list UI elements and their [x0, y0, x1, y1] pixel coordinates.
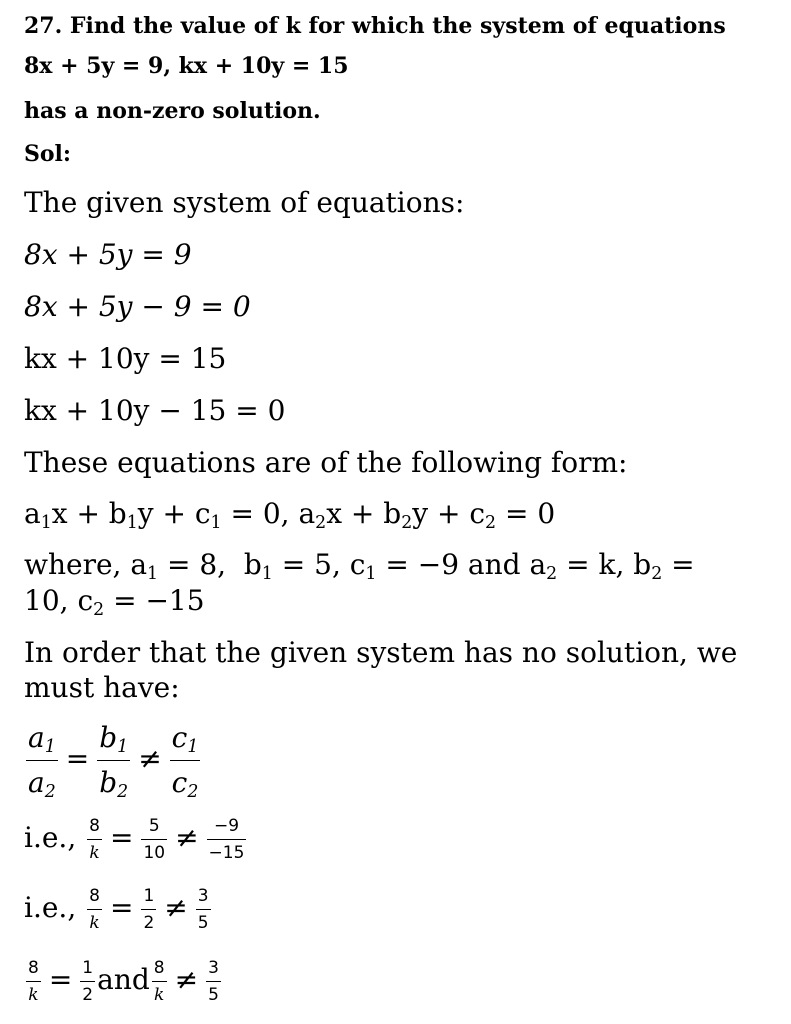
question-line-3: has a non-zero solution. — [24, 98, 321, 124]
form-text: These equations are of the following form: — [24, 446, 628, 479]
and-word-2: and — [97, 963, 150, 996]
fraction-1-2: $\frac{1}{2}$ — [143, 886, 155, 933]
fraction-neg9-neg15: $\frac{-9}{-15}$ — [208, 816, 245, 863]
val-b1: 5 — [314, 548, 332, 581]
ie-label-2: i.e., — [24, 891, 77, 924]
question-eq-a: 8x + 5y = 9, — [24, 53, 171, 79]
equation-4: kx + 10y − 15 = 0 — [24, 394, 286, 427]
solution-label: Sol: — [24, 141, 72, 167]
fraction-c1-c2: $\frac{c_1}{c_2}$ — [171, 721, 199, 802]
fraction-1-2-b: $\frac{1}{2}$ — [82, 958, 94, 1005]
val-a1: 8 — [199, 548, 218, 581]
and-word: and — [467, 548, 521, 581]
val-b2: 10 — [24, 584, 60, 617]
fraction-8-k: $\frac{8}{k}$ — [89, 816, 100, 863]
general-form: $a_1x + b_1y + c_1 = 0$, $a_2x + b_2y + c_2 = 0$ — [24, 497, 556, 533]
simplified-line: i.e., $\frac{8}{k}$ = $\frac{1}{2}$ ≠ $\frac{3}{5}$ — [24, 886, 209, 933]
order-text-1: In order that the given system has no solution, we — [24, 636, 738, 669]
ratio-condition: $\frac{a_1}{a_2}$ = $\frac{b_1}{b_2}$ ≠ $\frac{c_1}{c_2}$ — [28, 721, 199, 802]
fraction-8-k-2: $\frac{8}{k}$ — [89, 886, 100, 933]
fraction-8-k-4: $\frac{8}{k}$ — [153, 958, 165, 1005]
fraction-a1-a2: $\frac{a_1}{a_2}$ — [28, 721, 56, 802]
where-word: where, — [24, 548, 122, 581]
val-c1: −9 — [417, 548, 460, 581]
fraction-5-10: $\frac{5}{10}$ — [143, 816, 166, 863]
fraction-3-5-b: $\frac{3}{5}$ — [208, 958, 219, 1005]
fraction-3-5: $\frac{3}{5}$ — [197, 886, 209, 933]
intro-text: The given system of equations: — [24, 186, 465, 219]
equation-3: kx + 10y = 15 — [24, 342, 227, 375]
equation-2: 8x + 5y − 9 = 0 — [24, 290, 251, 323]
coefficients-line-1: where, $a_1 = 8$, $b_1 = 5$, $c_1 = -9$ and $a_2 = k$, $b_2$ = — [24, 548, 695, 584]
fraction-8-k-3: $\frac{8}{k}$ — [28, 958, 39, 1005]
ie-label: i.e., — [24, 821, 77, 854]
question-equations — [24, 52, 349, 80]
question-line-1: 27. Find the value of k for which the system of equations — [24, 13, 726, 39]
coefficients-line-2: 10, $c_2 = -15$ — [24, 584, 205, 620]
equation-1: 8x + 5y = 9 — [24, 238, 192, 271]
val-c2: −15 — [145, 584, 205, 617]
substitution-line: i.e., $\frac{8}{k}$ = $\frac{5}{10}$ ≠ $\frac{-9}{-15}$ — [24, 816, 245, 863]
val-a2: k — [598, 548, 616, 581]
order-text-2: must have: — [24, 671, 180, 704]
fraction-b1-b2: $\frac{b_1}{b_2}$ — [99, 721, 129, 802]
final-line: $\frac{8}{k}$ = $\frac{1}{2}$ and $\frac{8}{k}$ ≠ $\frac{3}{5}$ — [28, 958, 219, 1005]
question-eq-b: kx + 10y = 15 — [178, 53, 349, 79]
